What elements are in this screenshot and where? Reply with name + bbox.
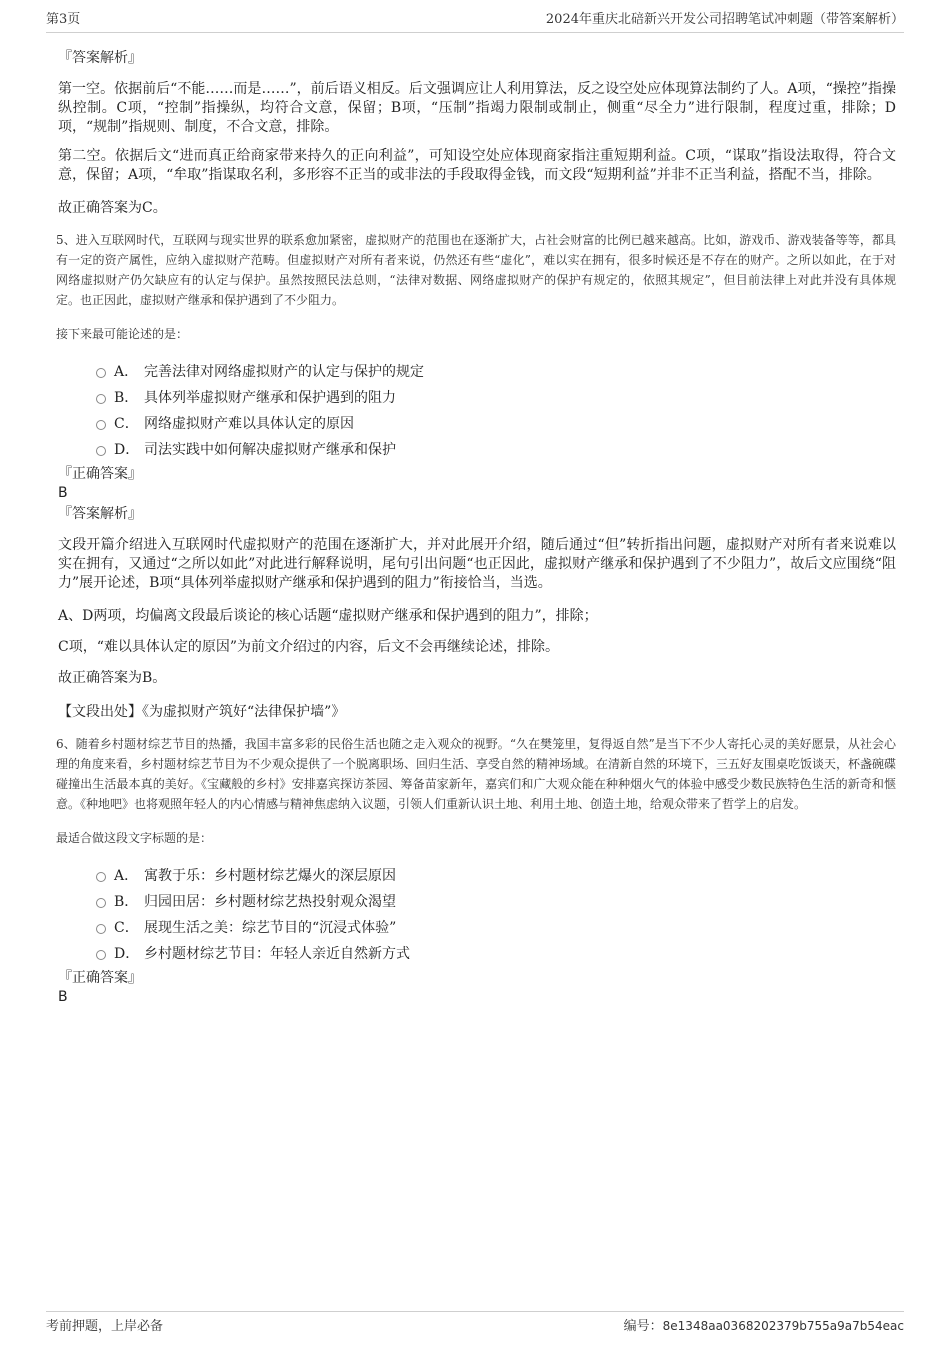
code-label: 编号：	[623, 1319, 663, 1334]
analysis-conclusion: 故正确答案为C。	[58, 200, 167, 216]
question-text: 6、随着乡村题材综艺节目的热播，我国丰富多彩的民俗生活也随之走入观众的视野。“久在樊笼里，复得返自然”是当下不少人寄托心灵的美好愿景，从社会心理的角度来看，乡村题材综艺节目为不少观众提供了一个脱离职场、回归生活、享受自然的精神场域。在清新自然的环境下，三五好友围桌吃饭谈天，杯盏碗碟碰撞出生活最本真的美好。《宝藏般的乡村》安排嘉宾探访茶园、筹备苗家新年，嘉宾们和广大观众能在种种烟火气的体验中感受少数民族特色生活的新奇和惬意。《种地吧》也将观照年轻人的内心情感与精神焦虑纳入议题，引领人们重新认识土地、利用土地、创造土地，给观众带来了哲学上的启发。	[56, 737, 897, 811]
question-prompt: 最适合做这段文字标题的是：	[56, 831, 213, 845]
radio-button-icon[interactable]	[96, 446, 106, 456]
radio-button-icon[interactable]	[96, 420, 106, 430]
analysis-conclusion: 故正确答案为B。	[58, 670, 167, 686]
option-c[interactable]	[96, 410, 896, 436]
option-d[interactable]	[96, 940, 896, 966]
option-text: 具体列举虚拟财产继承和保护遇到的阻力	[144, 390, 396, 406]
option-letter: B．	[114, 390, 139, 406]
question-6	[56, 734, 896, 1006]
answer-heading: 『正确答案』	[58, 466, 142, 482]
option-b[interactable]	[96, 888, 896, 914]
analysis-paragraph: C项，“难以具体认定的原因”为前文介绍过的内容，后文不会再继续论述，排除。	[58, 639, 560, 655]
option-b[interactable]	[96, 384, 896, 410]
analysis-paragraph: A、D两项，均偏离文段最后谈论的核心话题“虚拟财产继承和保护遇到的阻力”，排除；	[58, 608, 598, 624]
option-letter: B．	[114, 894, 139, 910]
option-text: 司法实践中如何解决虚拟财产继承和保护	[144, 442, 396, 458]
option-letter: D．	[114, 946, 140, 962]
radio-button-icon[interactable]	[96, 394, 106, 404]
option-letter: A．	[114, 364, 139, 380]
page-number: 第3页	[46, 12, 81, 27]
option-letter: C．	[114, 416, 139, 432]
radio-button-icon[interactable]	[96, 898, 106, 908]
radio-button-icon[interactable]	[96, 924, 106, 934]
main-content	[56, 48, 896, 1008]
option-letter: D．	[114, 442, 140, 458]
analysis-paragraph: 文段开篇介绍进入互联网时代虚拟财产的范围在逐渐扩大，并对此展开介绍，随后通过“但”转折指出问题，虚拟财产对所有者来说难以实在拥有，又通过“之所以如此”对此进行解释说明，尾句引出问题“也正因此，虚拟财产继承和保护遇到了不少阻力”，故后文应围绕“阻力”展开论述，B项“具体列举虚拟财产继承和保护遇到的阻力”衔接恰当，当选。	[58, 537, 896, 591]
analysis-paragraph: 第一空。依据前后“不能……而是……”，前后语义相反。后文强调应让人利用算法，反之设空处应体现算法制约了人。A项，“操控”指操纵控制。C项，“控制”指操纵，均符合文意，保留；B项，“压制”指竭力限制或制止，侧重“尽全力”进行限制，程度过重，排除；D项，“规制”指规则、制度，不合文意，排除。	[58, 81, 896, 135]
answer-value: B	[58, 485, 68, 501]
analysis-paragraph: 第二空。依据后文“进而真正给商家带来持久的正向利益”，可知设空处应体现商家指注重短期利益。C项，“谋取”指设法取得，符合文意，保留；A项，“牟取”指谋取名利，多形容不正当的或非法的手段取得金钱，而文段“短期利益”并非不正当利益，搭配不当，排除。	[58, 148, 896, 183]
prev-analysis-section	[56, 48, 896, 218]
option-text: 展现生活之美：综艺节目的“沉浸式体验”	[144, 920, 397, 936]
option-text: 网络虚拟财产难以具体认定的原因	[144, 416, 354, 432]
page-header	[46, 12, 904, 33]
option-d[interactable]	[96, 436, 896, 462]
page-footer	[46, 1311, 904, 1334]
option-a[interactable]	[96, 358, 896, 384]
radio-button-icon[interactable]	[96, 368, 106, 378]
option-text: 乡村题材综艺节目：年轻人亲近自然新方式	[144, 946, 410, 962]
question-5	[56, 230, 896, 722]
option-list	[96, 358, 896, 462]
option-c[interactable]	[96, 914, 896, 940]
option-a[interactable]	[96, 862, 896, 888]
document-title: 2024年重庆北碚新兴开发公司招聘笔试冲刺题（带答案解析）	[545, 12, 904, 27]
answer-heading: 『正确答案』	[58, 970, 142, 986]
option-list	[96, 862, 896, 966]
option-text: 寓教于乐：乡村题材综艺爆火的深层原因	[144, 868, 396, 884]
question-text: 5、进入互联网时代，互联网与现实世界的联系愈加紧密，虚拟财产的范围也在逐渐扩大，占社会财富的比例已越来越高。比如，游戏币、游戏装备等等，都具有一定的资产属性，应纳入虚拟财产范畴。但虚拟财产对所有者来说，仍然还有些“虚化”，难以实在拥有，很多时候还是不存在的财产。之所以如此，在于对网络虚拟财产仍欠缺应有的认定与保护。虽然按照民法总则，“法律对数据、网络虚拟财产的保护有规定的，依照其规定”，但目前法律上对此并没有具体规定。也正因此，虚拟财产继承和保护遇到了不少阻力。	[56, 233, 896, 307]
option-letter: C．	[114, 920, 139, 936]
radio-button-icon[interactable]	[96, 872, 106, 882]
footer-slogan: 考前押题，上岸必备	[46, 1319, 164, 1334]
analysis-heading: 『答案解析』	[58, 506, 142, 522]
radio-button-icon[interactable]	[96, 950, 106, 960]
analysis-heading: 『答案解析』	[58, 50, 142, 66]
text-source: 【文段出处】《为虚拟财产筑好“法律保护墙”》	[58, 704, 346, 720]
option-letter: A．	[114, 868, 139, 884]
code-value: 8e1348aa0368202379b755a9a7b54eac	[662, 1319, 904, 1333]
option-text: 归园田居：乡村题材综艺热投射观众渴望	[144, 894, 396, 910]
option-text: 完善法律对网络虚拟财产的认定与保护的规定	[144, 364, 424, 380]
document-code	[624, 1315, 904, 1334]
answer-value: B	[58, 989, 68, 1005]
question-prompt: 接下来最可能论述的是：	[56, 327, 189, 341]
